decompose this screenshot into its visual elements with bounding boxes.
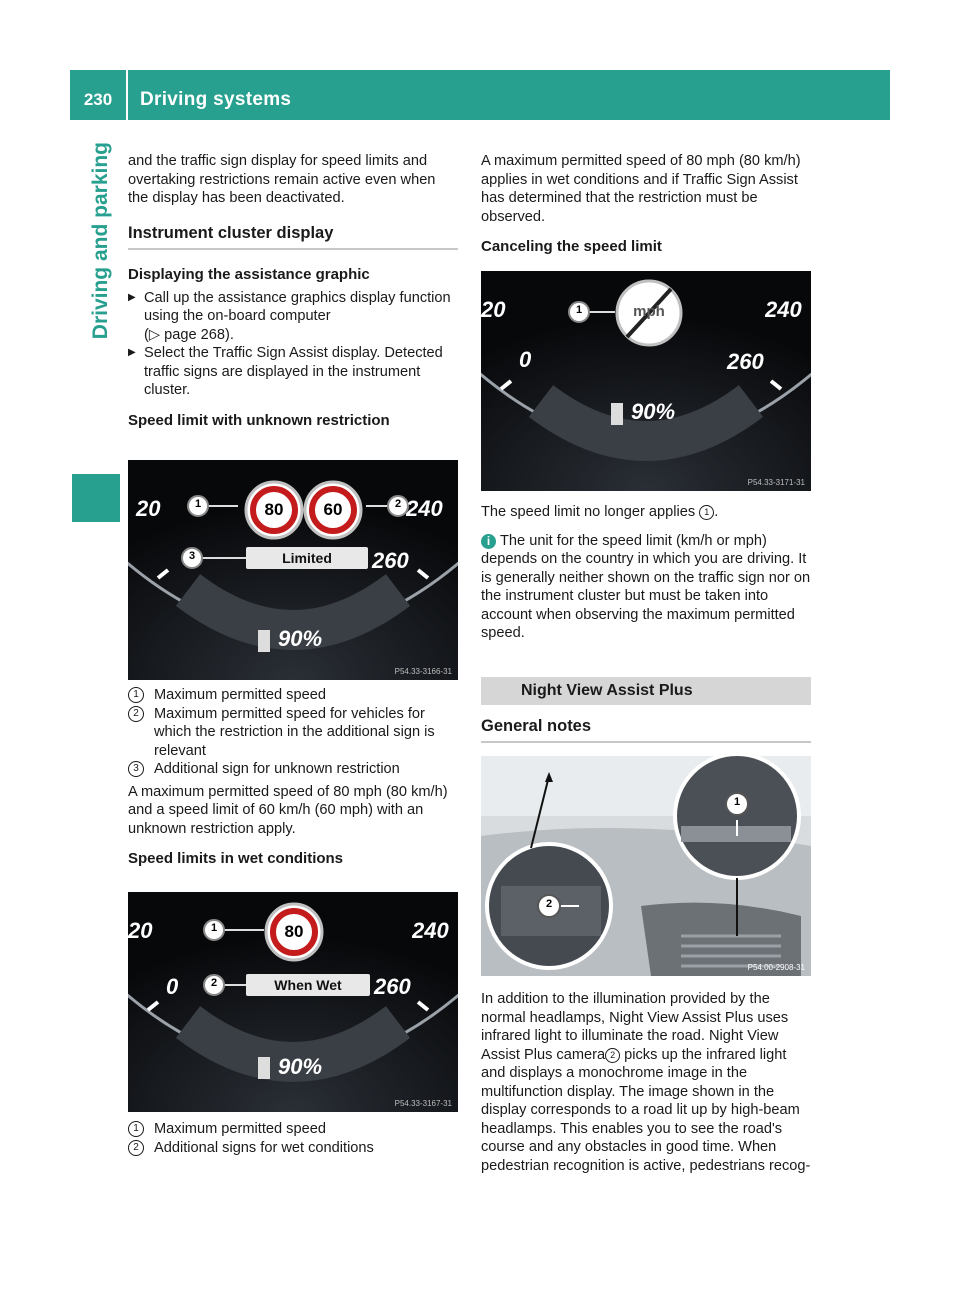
legend-number: 3	[128, 761, 144, 777]
right-column	[481, 152, 811, 257]
subsection-title: Displaying the assistance graphic	[128, 266, 370, 283]
legend-number: 1	[128, 687, 144, 703]
car-photo-graphic	[481, 756, 811, 976]
side-tab	[86, 142, 116, 402]
speed-label-260: 260	[374, 974, 411, 999]
speed-label-0: 0	[519, 347, 532, 372]
right-column-bottom	[481, 990, 811, 1175]
legend-text: Maximum permitted speed for vehicles for which the restriction in the additional sign is relevant	[154, 705, 435, 759]
speed-label-right: 240	[406, 496, 443, 521]
callout-2: 2	[210, 977, 218, 989]
info-text: The unit for the speed limit (km/h or mph) depends on the country in which you are driving. It is generally neither shown on the traffic sign nor on the instrument cluster but must be taken into account when observing the maximum permitted speed.	[481, 532, 811, 641]
speed-sign-80: 80	[284, 922, 304, 941]
legend-text: Maximum permitted speed	[154, 687, 326, 703]
side-tab-marker	[72, 474, 120, 522]
speed-label-left: 20	[136, 496, 161, 521]
legend-number: 2	[128, 1140, 144, 1156]
page-reference[interactable]: (▷ page 268).	[144, 326, 234, 343]
callout-1: 1	[210, 922, 218, 934]
speed-label-left: 20	[128, 918, 153, 943]
speed-label-right: 240	[412, 918, 449, 943]
legend-item	[128, 1139, 458, 1158]
paragraph: A maximum permitted speed of 80 mph (80 km/h) applies in wet conditions and if Traffic Sign Assist has determined that the restriction must be observed.	[481, 153, 801, 225]
legend-item	[128, 1120, 458, 1139]
additional-sign-when-wet: When Wet	[274, 977, 342, 993]
left-column-lower	[128, 686, 458, 869]
instrument-cluster-figure-limited	[128, 460, 458, 680]
left-column	[128, 152, 458, 430]
paragraph	[481, 990, 811, 1175]
speed-label-260: 260	[727, 349, 764, 374]
intro-paragraph: and the traffic sign display for speed limits and overtaking restrictions remain active even when the display has been deactivated.	[128, 153, 436, 206]
info-note	[481, 532, 811, 643]
instruction-step	[128, 344, 458, 400]
subsection-title: Speed limits in wet conditions	[128, 850, 344, 867]
legend-text: Additional signs for wet conditions	[154, 1139, 374, 1156]
figure-code: P54.33-3166-31	[394, 667, 452, 676]
legend-text: Additional sign for unknown restriction	[154, 761, 400, 777]
speed-label-0: 0	[166, 974, 179, 999]
legend-wet	[128, 1120, 458, 1157]
paragraph-text: In addition to the illumination provided by the normal headlamps, Night View Assist Plus uses infrared light to illuminate the road. Night View Assist Plus camera	[481, 991, 789, 1063]
figure-code: P54.33-3171-31	[747, 478, 805, 487]
callout-1: 1	[733, 796, 741, 808]
figure-code: P54.33-3167-31	[394, 1099, 452, 1108]
header-divider	[126, 70, 128, 120]
speed-sign-60: 60	[323, 500, 343, 519]
page-number: 230	[83, 90, 113, 109]
speed-sign-80: 80	[264, 500, 284, 519]
legend-item	[128, 686, 458, 705]
inline-callout: 2	[605, 1048, 620, 1063]
side-tab-label: Driving and parking	[89, 142, 112, 340]
instruction-step	[128, 289, 458, 345]
callout-3: 3	[188, 550, 196, 562]
instrument-cluster-figure-cancel	[481, 271, 811, 491]
paragraph: A maximum permitted speed of 80 mph (80 km/h) and a speed limit of 60 km/h (60 mph) with an unknown restriction apply.	[128, 783, 448, 837]
fuel-level: 90%	[631, 399, 676, 424]
additional-sign-limited: Limited	[282, 550, 332, 566]
right-column-middle	[481, 503, 811, 743]
chapter-title: Driving systems	[140, 89, 292, 110]
legend-item	[128, 760, 458, 779]
callout-2: 2	[545, 898, 553, 910]
instruction-text: Call up the assistance graphics display function using the on-board computer	[144, 289, 451, 324]
fuel-level: 90%	[278, 1054, 323, 1079]
legend-number: 2	[128, 706, 144, 722]
subsection-title: Speed limit with unknown restriction	[128, 411, 390, 429]
callout-1: 1	[575, 304, 583, 316]
paragraph-text: picks up the infrared light and displays a monochrome image in the multifunction display. The image shown in the display corresponds to a road lit up by high-beam headlamps. This enables you to see the road's course and any obstacles in good time. When pedestrian recognition is active, pedestrians recog-	[481, 1046, 811, 1174]
section-title: General notes	[481, 717, 811, 744]
section-band: Night View Assist Plus	[481, 677, 811, 705]
instrument-cluster-figure-wet	[128, 892, 458, 1112]
speed-label-left: 20	[481, 297, 506, 322]
legend-text: Maximum permitted speed	[154, 1121, 326, 1137]
callout-2: 2	[394, 498, 402, 510]
subsection-title: Canceling the speed limit	[481, 238, 662, 255]
legend-number: 1	[128, 1121, 144, 1137]
paragraph: The speed limit no longer applies 1 .	[481, 504, 719, 520]
speed-label-260: 260	[372, 548, 409, 573]
fuel-level: 90%	[278, 626, 323, 651]
figure-code: P54.00-2908-31	[747, 963, 805, 972]
speed-sign-end-mph: mph	[633, 303, 665, 320]
info-icon: i	[481, 534, 496, 549]
section-title: Instrument cluster display	[128, 224, 458, 251]
inline-callout: 1	[699, 505, 714, 520]
legend-item	[128, 705, 458, 761]
callout-1: 1	[194, 498, 202, 510]
night-view-camera-figure	[481, 756, 811, 976]
paragraph-text: The speed limit no longer applies	[481, 504, 696, 520]
instruction-text: Select the Traffic Sign Assist display. Detected traffic signs are displayed in the instrument cluster.	[144, 345, 443, 398]
speed-label-right: 240	[765, 297, 802, 322]
